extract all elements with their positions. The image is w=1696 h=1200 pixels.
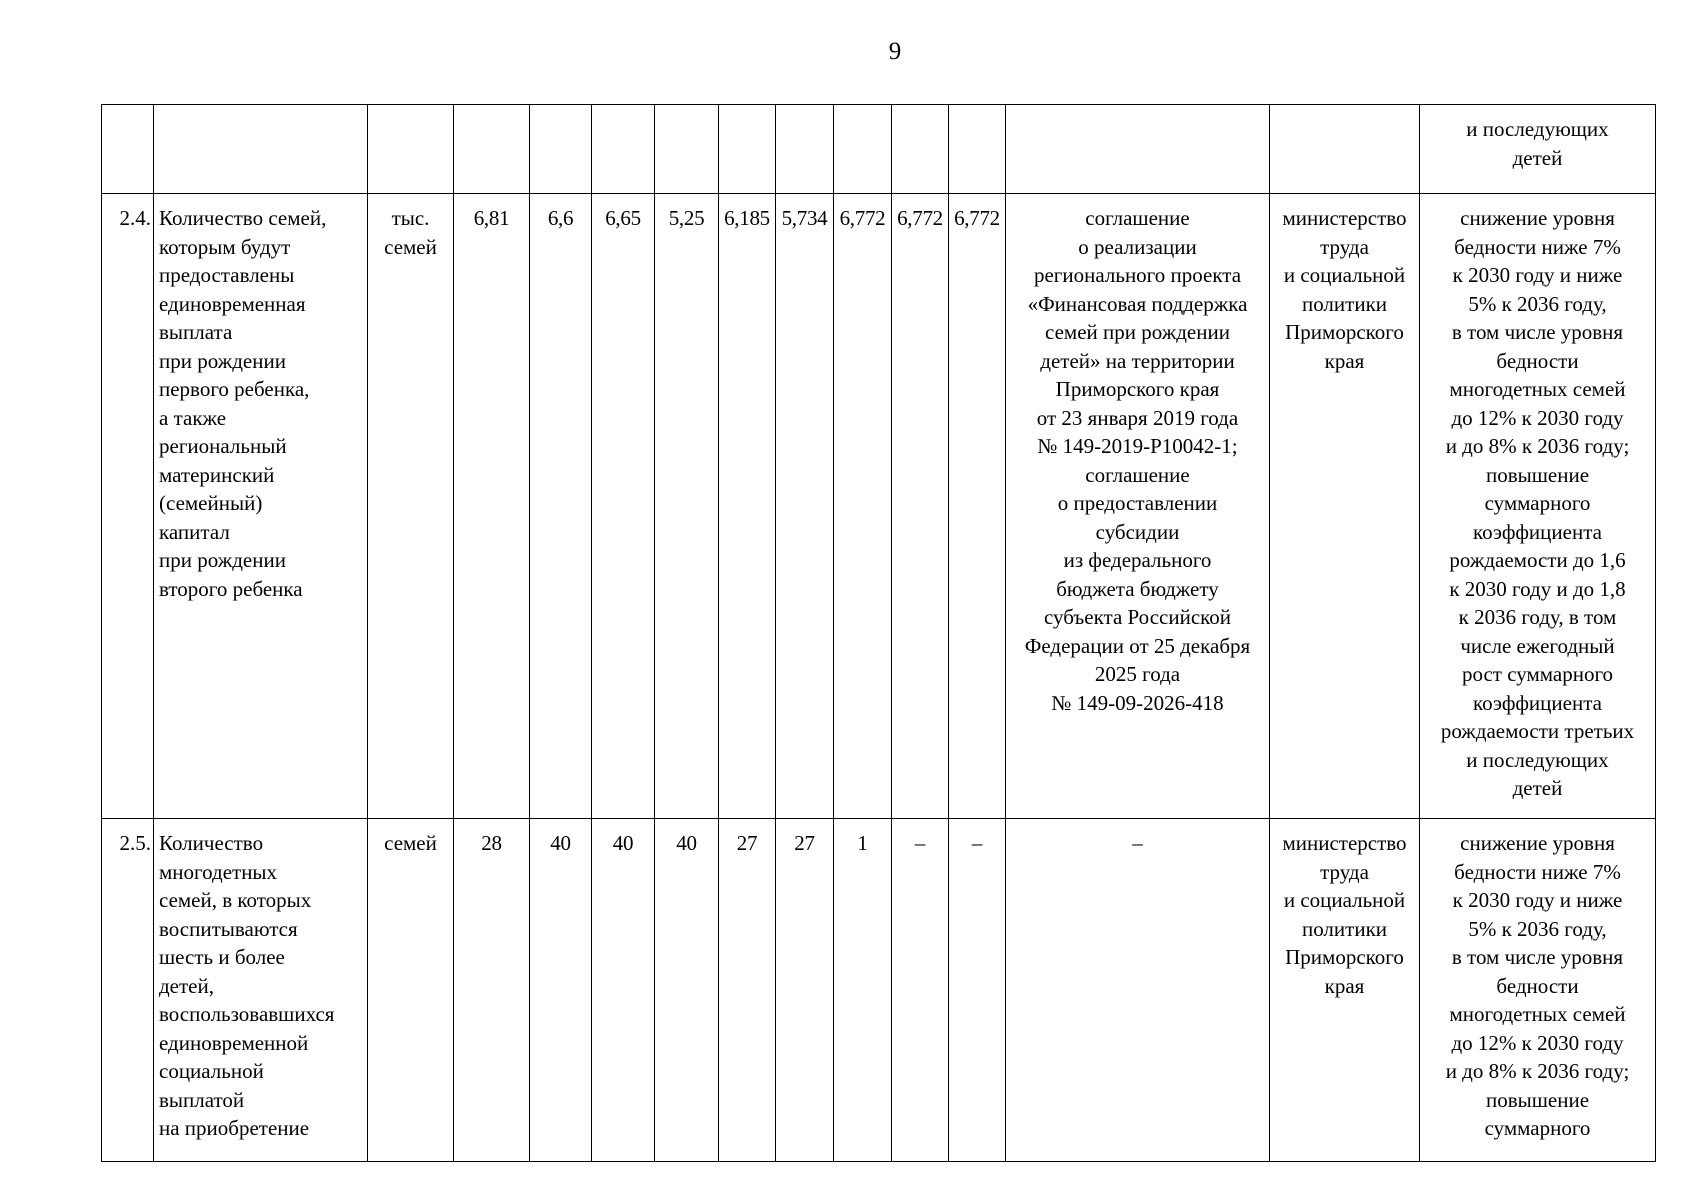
value-cell: 27 xyxy=(776,819,834,1162)
value-cell xyxy=(719,105,776,194)
table-row xyxy=(102,194,1656,819)
value-cell: 40 xyxy=(592,819,655,1162)
unit-cell: тыс. семей xyxy=(368,194,454,819)
value-cell xyxy=(454,105,530,194)
page-number: 9 xyxy=(888,38,902,65)
value-cell xyxy=(834,105,892,194)
value-cell: 40 xyxy=(530,819,592,1162)
value-cell: 6,772 xyxy=(892,194,949,819)
value-cell: – xyxy=(949,819,1006,1162)
unit-cell: семей xyxy=(368,819,454,1162)
responsible-cell: министерство труда и социальной политики Приморского края xyxy=(1270,194,1420,819)
value-cell: 6,81 xyxy=(454,194,530,819)
value-cell: 6,6 xyxy=(530,194,592,819)
indicator-cell: Количество семей, которым будут предоставлены единовременная выплата при рождении первого ребенка, а также региональный материнский (семейный) капитал при рождении второго ребенка xyxy=(154,194,368,819)
index-cell: 2.5. xyxy=(102,819,154,1162)
table-row xyxy=(102,819,1656,1162)
value-cell: 5,25 xyxy=(655,194,719,819)
value-cell: 40 xyxy=(655,819,719,1162)
value-cell: 1 xyxy=(834,819,892,1162)
value-cell xyxy=(949,105,1006,194)
outcome-cell: снижение уровня бедности ниже 7% к 2030 году и ниже 5% к 2036 году, в том числе уровня бедности многодетных семей до 12% к 2030 году и до 8% к 2036 году; повышение суммарного xyxy=(1420,819,1656,1162)
value-cell xyxy=(592,105,655,194)
value-cell: 6,772 xyxy=(949,194,1006,819)
table-row xyxy=(102,105,1656,194)
indicators-table xyxy=(101,104,1656,1162)
responsible-cell xyxy=(1270,105,1420,194)
responsible-cell: министерство труда и социальной политики Приморского края xyxy=(1270,819,1420,1162)
value-cell xyxy=(776,105,834,194)
value-cell: 28 xyxy=(454,819,530,1162)
index-cell xyxy=(102,105,154,194)
indicator-cell: Количество многодетных семей, в которых воспитываются шесть и более детей, воспользовавшихся единовременной социальной выплатой на приобретение xyxy=(154,819,368,1162)
unit-cell xyxy=(368,105,454,194)
outcome-cell: снижение уровня бедности ниже 7% к 2030 году и ниже 5% к 2036 году, в том числе уровня бедности многодетных семей до 12% к 2030 году и до 8% к 2036 году; повышение суммарного коэффициента рождаемости до 1,6 к 2030 году и до 1,8 к 2036 году, в том числе ежегодный рост суммарного коэффициента рождаемости третьих и последующих детей xyxy=(1420,194,1656,819)
indicator-cell xyxy=(154,105,368,194)
index-cell: 2.4. xyxy=(102,194,154,819)
value-cell xyxy=(655,105,719,194)
value-cell: 6,65 xyxy=(592,194,655,819)
value-cell xyxy=(892,105,949,194)
document-cell xyxy=(1006,105,1270,194)
value-cell: 27 xyxy=(719,819,776,1162)
document-cell: – xyxy=(1006,819,1270,1162)
outcome-cell: и последующих детей xyxy=(1420,105,1656,194)
value-cell: 5,734 xyxy=(776,194,834,819)
value-cell xyxy=(530,105,592,194)
value-cell: – xyxy=(892,819,949,1162)
value-cell: 6,185 xyxy=(719,194,776,819)
value-cell: 6,772 xyxy=(834,194,892,819)
document-cell: соглашение о реализации регионального проекта «Финансовая поддержка семей при рождении детей» на территории Приморского края от 23 января 2019 года № 149-2019-Р10042-1; соглашение о предоставлении субсидии из федерального бюджета бюджету субъекта Российской Федерации от 25 декабря 2025 года № 149-09-2026-418 xyxy=(1006,194,1270,819)
